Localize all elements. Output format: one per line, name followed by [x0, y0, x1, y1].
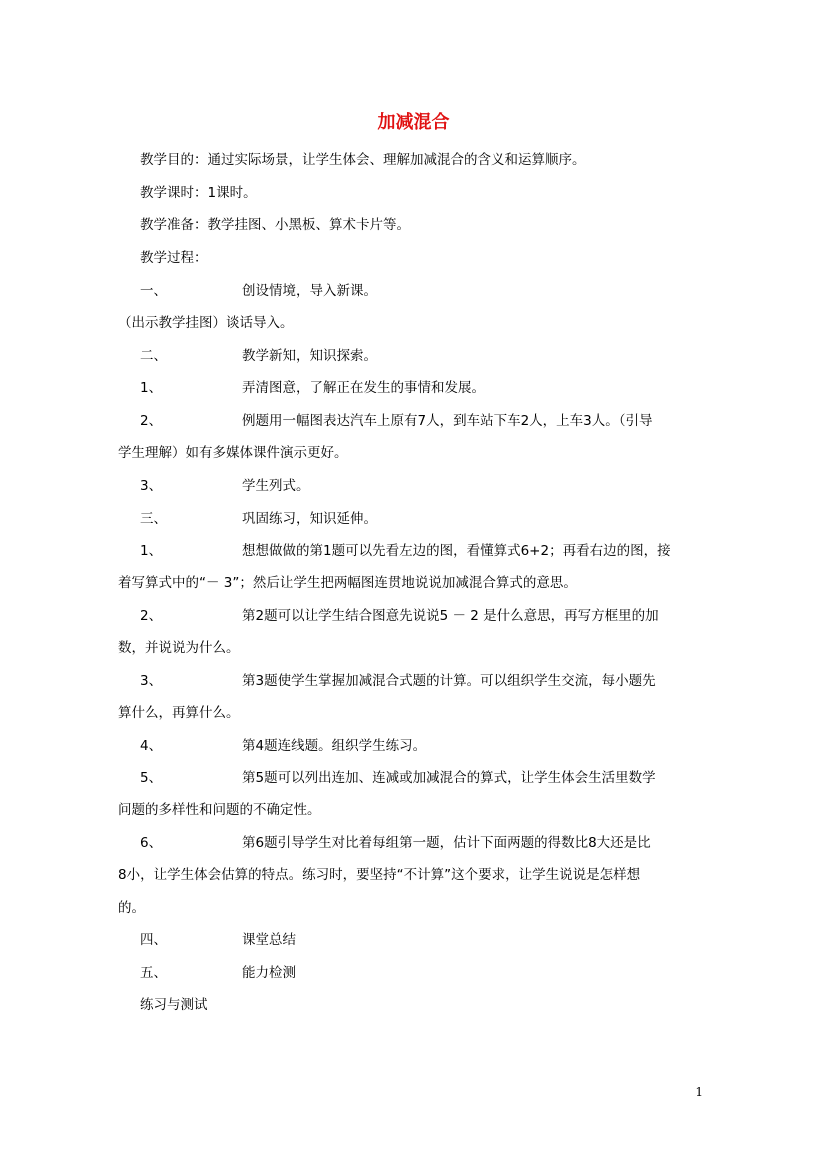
item-text: 第5题可以列出连加、连减或加减混合的算式，让学生体会生活里数学	[242, 770, 656, 786]
section-3-item-3-cont: 算什么，再算什么。	[118, 705, 240, 721]
item-text: 第3题使学生掌握加减混合式题的计算。可以组织学生交流，每小题先	[242, 673, 656, 689]
document-title: 加减混合	[377, 112, 450, 133]
section-3-item-6-cont2: 的。	[118, 900, 145, 916]
section-1-note: （出示教学挂图）谈话导入。	[118, 315, 294, 331]
closing-line: 练习与测试	[140, 997, 208, 1013]
section-1	[140, 281, 377, 301]
section-text: 能力检测	[242, 965, 296, 981]
item-text: 想想做做的第1题可以先看左边的图，看懂算式6+2；再看右边的图，接	[242, 543, 671, 559]
page-number: 1	[695, 1085, 703, 1099]
section-3-item-6-cont: 8小，让学生体会估算的特点。练习时，要坚持“不计算”这个要求，让学生说说是怎样想	[118, 867, 641, 883]
section-2-item-2	[140, 411, 653, 431]
teaching-process-heading: 教学过程：	[140, 250, 208, 266]
section-2	[140, 346, 377, 366]
item-text: 弄清图意，了解正在发生的事情和发展。	[242, 380, 485, 396]
item-marker: 4、	[140, 738, 163, 754]
item-marker: 1、	[140, 543, 163, 559]
item-text: 第6题引导学生对比着每组第一题，估计下面两题的得数比8大还是比	[242, 835, 651, 851]
item-text: 第4题连线题。组织学生练习。	[242, 738, 427, 754]
section-3-item-5	[140, 768, 656, 788]
section-marker: 二、	[140, 348, 167, 364]
item-marker: 1、	[140, 380, 163, 396]
item-marker: 3、	[140, 478, 163, 494]
section-3-item-3	[140, 671, 656, 691]
section-2-item-3	[140, 476, 310, 496]
section-3	[140, 509, 377, 529]
item-marker: 3、	[140, 673, 163, 689]
section-marker: 四、	[140, 932, 167, 948]
section-3-item-1-cont: 着写算式中的“－ 3”；然后让学生把两幅图连贯地说说加减混合算式的意思。	[118, 575, 577, 591]
section-3-item-2	[140, 606, 659, 626]
item-text: 学生列式。	[242, 478, 310, 494]
section-3-item-6	[140, 833, 651, 853]
section-text: 教学新知，知识探索。	[242, 348, 377, 364]
section-marker: 五、	[140, 965, 167, 981]
section-2-item-2-cont: 学生理解）如有多媒体课件演示更好。	[118, 445, 348, 461]
item-marker: 2、	[140, 413, 163, 429]
item-text: 例题用一幅图表达汽车上原有7人，到车站下车2人，上车3人。（引导	[242, 413, 653, 429]
section-3-item-5-cont: 问题的多样性和问题的不确定性。	[118, 802, 321, 818]
section-marker: 三、	[140, 511, 167, 527]
section-5	[140, 963, 296, 983]
section-4	[140, 930, 296, 950]
section-2-item-1	[140, 378, 485, 398]
teaching-purpose: 教学目的：通过实际场景，让学生体会、理解加减混合的含义和运算顺序。	[140, 152, 586, 168]
item-text: 第2题可以让学生结合图意先说说5 － 2 是什么意思，再写方框里的加	[242, 608, 659, 624]
teaching-hours: 教学课时：1课时。	[140, 185, 257, 201]
item-marker: 2、	[140, 608, 163, 624]
teaching-preparation: 教学准备：教学挂图、小黑板、算术卡片等。	[140, 217, 410, 233]
section-text: 创设情境，导入新课。	[242, 283, 377, 299]
section-3-item-1	[140, 541, 671, 561]
item-marker: 5、	[140, 770, 163, 786]
section-text: 课堂总结	[242, 932, 296, 948]
section-marker: 一、	[140, 283, 167, 299]
section-text: 巩固练习，知识延伸。	[242, 511, 377, 527]
section-3-item-2-cont: 数，并说说为什么。	[118, 640, 240, 656]
section-3-item-4	[140, 736, 426, 756]
item-marker: 6、	[140, 835, 163, 851]
